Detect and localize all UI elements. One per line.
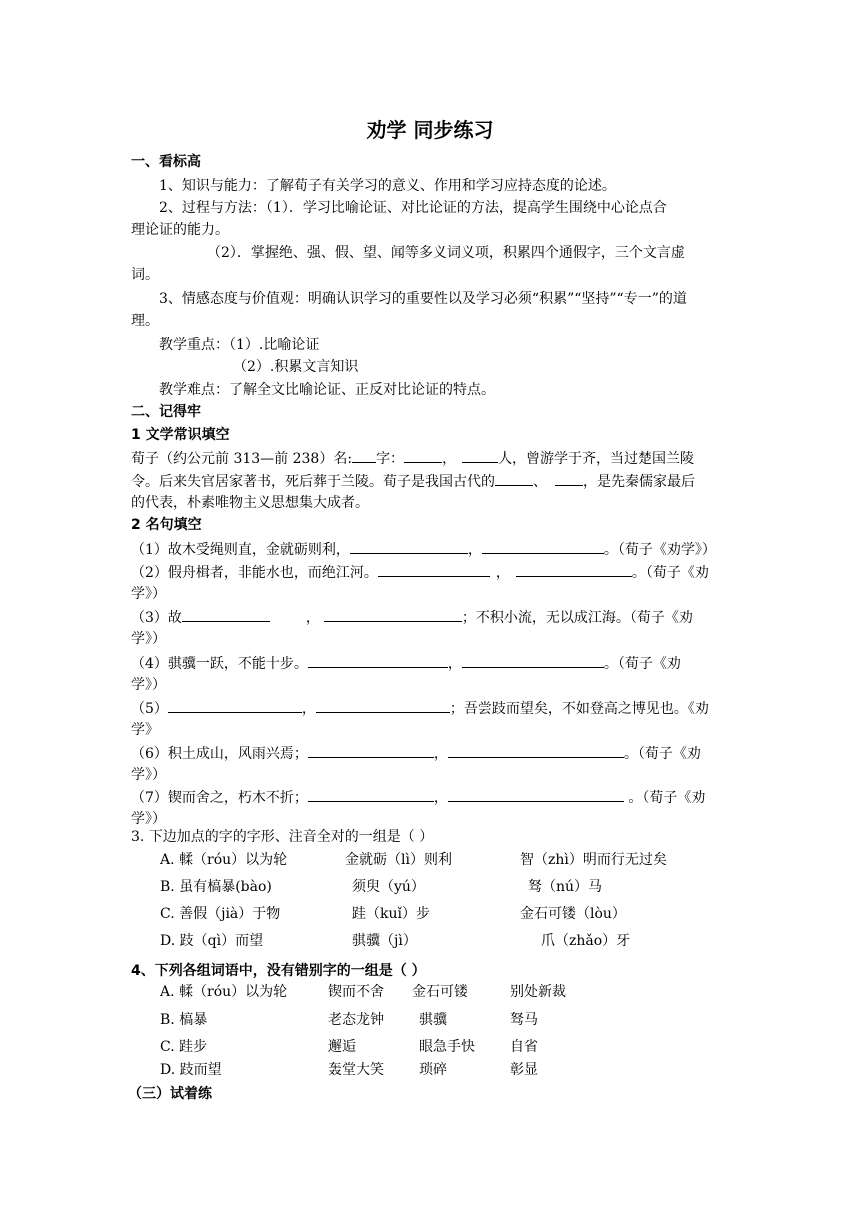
q4-option-c-3: 眼急手快 [419, 1039, 475, 1055]
quote-7-cont: 学》） [131, 811, 166, 827]
section-heading-1: 一、看标高 [131, 154, 201, 170]
q4-option-c-4: 自省 [510, 1039, 538, 1055]
text: 令。后来失官居家著书，死后葬于兰陵。荀子是我国古代的 [131, 474, 495, 490]
section-heading-3: （三）试着练 [128, 1086, 212, 1102]
objective-1: 1、知识与能力：了解荀子有关学习的意义、作用和学习应持态度的论述。 [159, 178, 616, 194]
question-3-stem: 3. 下边加点的字的字形、注音全对的一组是（ ） [131, 829, 434, 845]
subheading-literature: 1 文学常识填空 [131, 427, 230, 443]
section-heading-2: 二、记得牢 [131, 404, 201, 420]
literature-line2 [131, 471, 695, 491]
q4-option-a-2: 锲而不舍 [328, 984, 384, 1000]
q4-option-c-1: C. 跬步 [160, 1039, 208, 1055]
q3-option-b-3: 驽（nú）马 [528, 879, 603, 895]
teaching-difficulty: 教学难点：了解全文比喻论证、正反对比论证的特点。 [159, 382, 495, 398]
q3-option-c-2: 跬（kuǐ）步 [352, 906, 430, 922]
q3-option-c-3: 金石可镂（lòu） [520, 906, 626, 922]
text: ；吾尝跂而望矣，不如登高之博见也。《劝 [449, 701, 709, 717]
blank [182, 607, 270, 622]
q4-option-a-4: 别处新裁 [510, 984, 566, 1000]
quote-3-cont: 学》） [131, 631, 166, 647]
objective-3-line1: 3、情感态度与价值观：明确认识学习的重要性以及学习必须“积累”“坚持”“专一”的道 [159, 291, 687, 307]
quote-7 [131, 787, 705, 807]
q4-option-b-3: 骐骥 [419, 1012, 447, 1028]
literature-line3: 的代表，朴素唯物主义思想集大成者。 [131, 495, 369, 511]
q3-option-b-1: B. 虽有槁暴(bào) [160, 879, 272, 895]
blank [316, 698, 450, 713]
q4-option-a-1: A. 輮（róu）以为轮 [160, 984, 288, 1000]
quote-2-cont: 学》） [131, 586, 166, 602]
text: ， [433, 790, 448, 806]
q4-option-d-3: 琐碎 [419, 1062, 447, 1078]
blank [168, 698, 302, 713]
blank [555, 471, 583, 486]
text: ， [495, 565, 510, 581]
text: 。（荀子《劝 [623, 746, 701, 762]
quote-6-cont: 学》） [131, 767, 166, 783]
blank [308, 653, 448, 668]
blank [462, 448, 498, 463]
quote-4 [131, 653, 681, 673]
q3-option-a-3: 智（zhì）明而行无过矣 [520, 852, 667, 868]
text: 、 [533, 474, 547, 490]
quote-6 [131, 743, 701, 763]
question-4-stem [131, 962, 426, 980]
text: 字： [376, 451, 405, 467]
q4-option-a-3: 金石可镂 [412, 984, 468, 1000]
teaching-focus-2: （2）.积累文言知识 [233, 359, 359, 375]
q4-option-c-2: 邂逅 [328, 1039, 356, 1055]
text: ， [301, 701, 316, 717]
text: （1）故木受绳则直，金就砺则利， [131, 542, 350, 558]
text: ， [447, 656, 462, 672]
text: ， [433, 746, 448, 762]
literature-line1 [131, 448, 694, 468]
text: ，是先秦儒家最后 [583, 474, 695, 490]
quote-3 [131, 607, 693, 627]
text: 。（荀子《劝 [623, 790, 706, 806]
q3-option-c-1: C. 善假（jià）于物 [160, 906, 281, 922]
q4-option-b-2: 老态龙钟 [328, 1012, 384, 1028]
q3-option-a-1: A. 輮（róu）以为轮 [160, 852, 288, 868]
quote-1 [131, 539, 716, 559]
subheading-quotes: 2 名句填空 [131, 517, 202, 533]
q4-option-d-1: D. 跂而望 [160, 1062, 222, 1078]
q3-option-a-2: 金就砺（lì）则利 [345, 852, 452, 868]
blank [448, 743, 624, 758]
text: ， [467, 542, 482, 558]
objective-2-line2: 理论证的能力。 [131, 222, 229, 238]
blank [495, 471, 533, 486]
q3-option-d-1: D. 跂（qì）而望 [160, 933, 264, 949]
blank [448, 787, 624, 802]
text: 4、下列各组词语中，没有错别字的一组是（ ） [131, 963, 426, 979]
q4-option-b-1: B. 槁暴 [160, 1012, 208, 1028]
blank [378, 562, 490, 577]
blank [308, 787, 434, 802]
text: 人，曾游学于齐，当过楚国兰陵 [498, 451, 695, 467]
blank [482, 539, 604, 554]
blank [308, 743, 434, 758]
objective-2-line1: 2、过程与方法：（1）．学习比喻论证、对比论证的方法，提高学生围绕中心论点合 [159, 200, 667, 216]
blank [462, 653, 604, 668]
q3-option-b-2: 须臾（yú） [352, 879, 425, 895]
objective-2b-line2: 词。 [131, 267, 159, 283]
text: （3）故 [131, 610, 182, 626]
quote-2 [131, 562, 709, 582]
quote-5-cont: 学》 [131, 722, 159, 738]
text: 荀子（约公元前 313—前 238）名: [131, 451, 353, 467]
q4-option-b-4: 驽马 [510, 1012, 538, 1028]
text: ， [305, 610, 320, 626]
text: （5） [131, 701, 168, 717]
text: 。（荀子《劝学》） [603, 542, 716, 558]
text: 。（荀子《劝 [631, 565, 709, 581]
text: ， [442, 451, 457, 467]
blank [352, 448, 376, 463]
text: （6）积土成山，风雨兴焉； [131, 746, 308, 762]
objective-3-line2: 理。 [131, 313, 159, 329]
objective-2b-line1: （2）．掌握绝、强、假、望、闻等多义词义项，积累四个通假字，三个文言虚 [207, 245, 685, 261]
q3-option-d-3: 爪（zhǎo）牙 [541, 933, 631, 949]
text: （4）骐骥一跃，不能十步。 [131, 656, 308, 672]
text: 。（荀子《劝 [603, 656, 681, 672]
quote-4-cont: 学》） [131, 677, 166, 693]
text: （2）假舟楫者，非能水也，而绝江河。 [131, 565, 378, 581]
page-title: 劝学 同步练习 [366, 118, 494, 142]
blank [324, 607, 462, 622]
q3-option-d-2: 骐骥（jì） [352, 933, 417, 949]
blank [516, 562, 632, 577]
teaching-focus-1: 教学重点：（1）.比喻论证 [159, 337, 320, 353]
quote-5 [131, 698, 709, 718]
text: （7）锲而舍之，朽木不折； [131, 790, 308, 806]
blank [350, 539, 468, 554]
q4-option-d-4: 彰显 [510, 1062, 538, 1078]
blank [404, 448, 442, 463]
q4-option-d-2: 轰堂大笑 [328, 1062, 384, 1078]
text: ；不积小流，无以成江海。（荀子《劝 [461, 610, 693, 626]
